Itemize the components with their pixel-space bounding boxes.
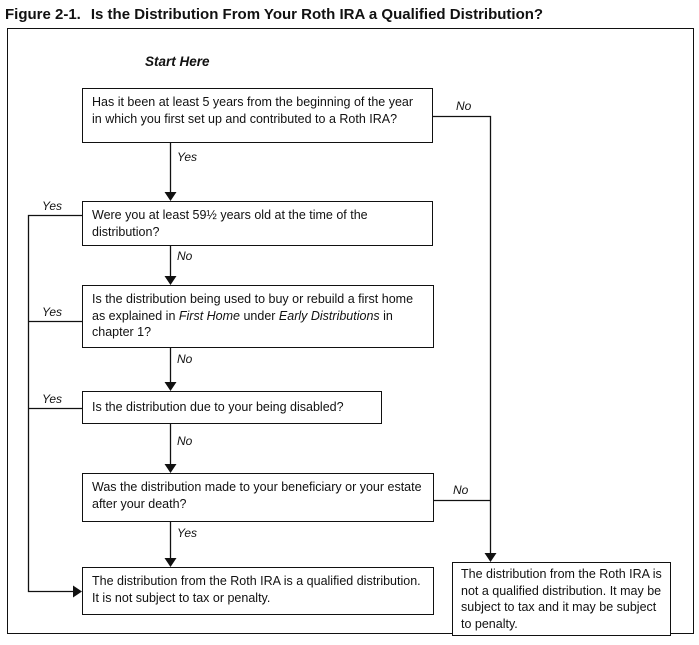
question-5-year-rule bbox=[82, 88, 433, 143]
edge-label-q2-no: No bbox=[177, 249, 193, 263]
figure-number-label: Figure 2-1. bbox=[5, 6, 81, 23]
edge-label-q3-no: No bbox=[177, 352, 193, 366]
edge-label-q2-yes: Yes bbox=[42, 199, 63, 213]
outcome-text: The distribution from the Roth IRA is a qualified distribution. It is not subject to tax or penalty. bbox=[92, 574, 421, 605]
edge-label-q5-no: No bbox=[453, 483, 469, 497]
outcome-not-qualified bbox=[452, 562, 671, 636]
question-text: Was the distribution made to your beneficiary or your estate after your death? bbox=[92, 480, 422, 511]
outcome-text: The distribution from the Roth IRA is not a qualified distribution. It may be subject to tax and it may be subject to penalty. bbox=[461, 567, 662, 631]
outcome-qualified bbox=[82, 567, 434, 615]
edge-label-q1-yes: Yes bbox=[177, 150, 198, 164]
question-text: Has it been at least 5 years from the beginning of the year in which you first set up and contributed to a Roth IRA? bbox=[92, 95, 414, 126]
reference-first-home: First Home bbox=[178, 308, 240, 323]
question-text: in chapter 1? bbox=[92, 308, 393, 339]
question-first-home bbox=[82, 285, 434, 348]
question-text: Is the distribution due to your being disabled? bbox=[92, 400, 344, 415]
reference-early-distributions: Early Distributions bbox=[278, 308, 380, 323]
question-beneficiary-death bbox=[82, 473, 434, 522]
question-disabled bbox=[82, 391, 382, 424]
start-here-label: Start Here bbox=[145, 54, 210, 69]
figure-title bbox=[5, 6, 543, 23]
edge-label-q3-yes: Yes bbox=[42, 305, 63, 319]
question-text: under bbox=[240, 308, 279, 323]
edge-label-q5-yes: Yes bbox=[177, 526, 198, 540]
figure-caption: Is the Distribution From Your Roth IRA a Qualified Distribution? bbox=[90, 6, 544, 23]
question-text: Were you at least 59½ years old at the time of the distribution? bbox=[92, 208, 368, 239]
edge-label-q4-yes: Yes bbox=[42, 392, 63, 406]
question-age-59-half bbox=[82, 201, 433, 246]
edge-label-q4-no: No bbox=[177, 434, 193, 448]
edge-label-q1-no: No bbox=[456, 99, 472, 113]
question-text: Is the distribution being used to buy or rebuild a first home as explained in bbox=[92, 292, 414, 323]
